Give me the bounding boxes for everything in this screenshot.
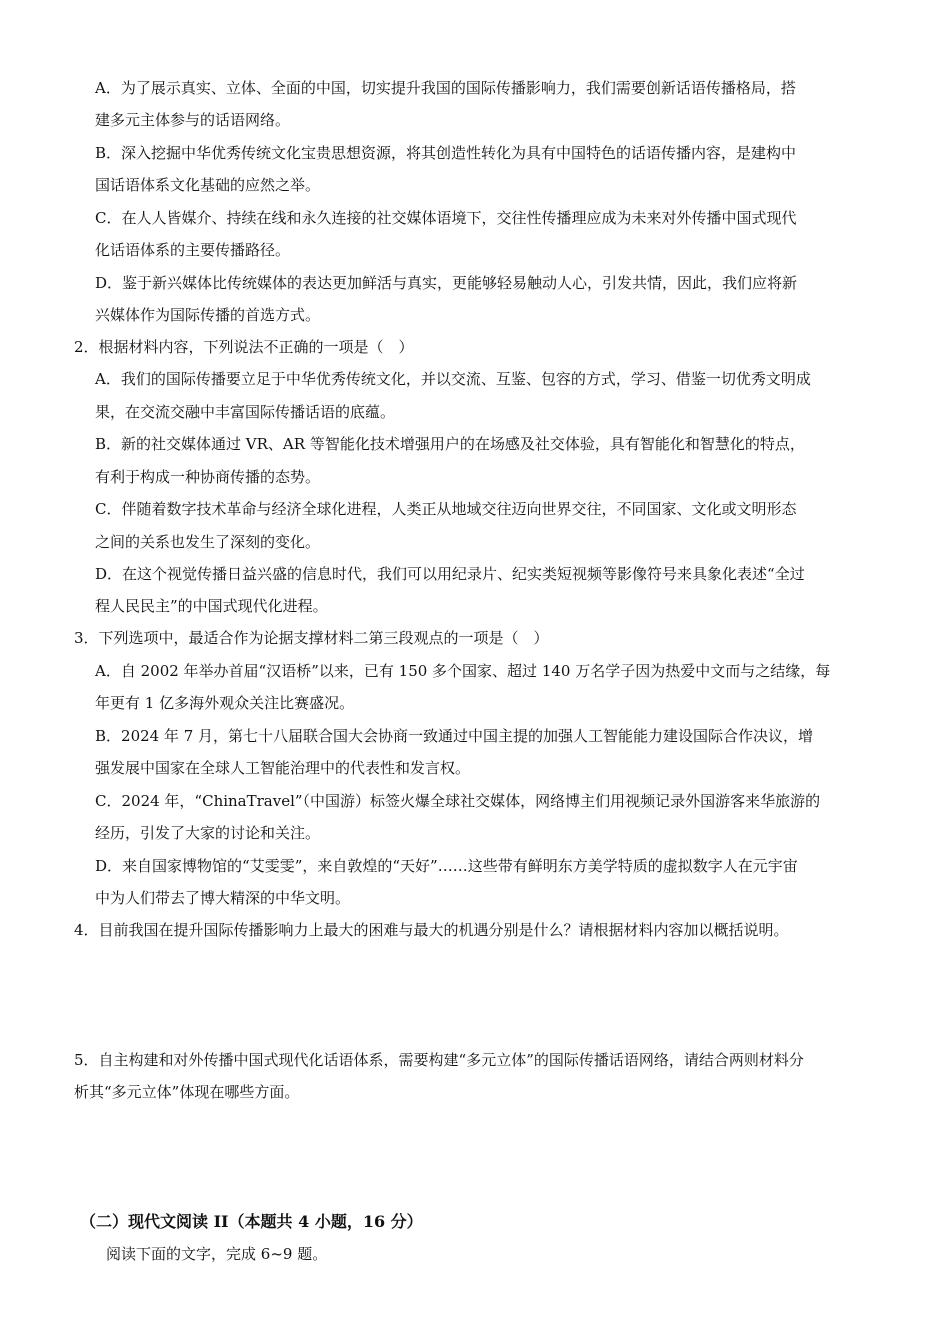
q2-option-b-line1: B．新的社交媒体通过 VR、AR 等智能化技术增强用户的在场感及社交体验，具有智能化和智慧化的特点， [95, 435, 805, 453]
q3-option-a-line2: 年更有 1 亿多海外观众关注比赛盛况。 [95, 694, 355, 712]
q3-option-d-line2: 中为人们带去了博大精深的中华文明。 [95, 889, 351, 907]
q1-option-b-line2: 国话语体系文化基础的应然之举。 [95, 176, 321, 194]
q3-option-b-line2: 强发展中国家在全球人工智能治理中的代表性和发言权。 [95, 759, 471, 777]
q3-option-a-line1: A．自 2002 年举办首届“汉语桥”以来，已有 150 多个国家、超过 140 万名学子因为热爱中文而与之结缘，每 [95, 662, 831, 680]
q1-option-d-line1: D．鉴于新兴媒体比传统媒体的表达更加鲜活与真实，更能够轻易触动人心，引发共情，因此，我们应将新 [95, 274, 798, 292]
q2-option-a-line1: A．我们的国际传播要立足于中华优秀传统文化，并以交流、互鉴、包容的方式，学习、借鉴一切优秀文明成 [95, 370, 811, 388]
q1-option-b-line1: B．深入挖掘中华优秀传统文化宝贵思想资源，将其创造性转化为具有中国特色的话语传播内容，是建构中 [95, 144, 797, 162]
q2-option-b-line2: 有利于构成一种协商传播的态势。 [95, 468, 321, 486]
q2-option-c-line1: C．伴随着数字技术革命与经济全球化进程，人类正从地域交往迈向世界交往，不同国家、文化或文明形态 [95, 500, 797, 518]
q2-option-d-line2: 程人民民主”的中国式现代化进程。 [95, 597, 328, 615]
q2-option-a-line2: 果，在交流交融中丰富国际传播话语的底蕴。 [95, 403, 396, 421]
q1-option-d-line2: 兴媒体作为国际传播的首选方式。 [95, 306, 321, 324]
section-intro: 阅读下面的文字，完成 6~9 题。 [106, 1245, 328, 1263]
section-heading: （二）现代文阅读 II（本题共 4 小题，16 分） [80, 1212, 423, 1231]
q1-option-a-line2: 建多元主体参与的话语网络。 [95, 111, 291, 129]
q5-stem-line2: 析其“多元立体”体现在哪些方面。 [74, 1083, 300, 1101]
q4-stem: 4．目前我国在提升国际传播影响力上最大的困难与最大的机遇分别是什么？请根据材料内容加以概括说明。 [74, 921, 789, 939]
q3-option-c-line2: 经历，引发了大家的讨论和关注。 [95, 824, 321, 842]
q3-option-c-line1: C．2024 年，“ChinaTravel”（中国游）标签火爆全球社交媒体，网络博主们用视频记录外国游客来华旅游的 [95, 792, 821, 810]
q3-stem: 3．下列选项中，最适合作为论据支撑材料二第三段观点的一项是（ ） [74, 629, 549, 647]
q3-option-d-line1: D．来自国家博物馆的“艾雯雯”，来自敦煌的“天好”……这些带有鲜明东方美学特质的虚拟数字人在元宇宙 [95, 857, 798, 875]
q2-option-d-line1: D．在这个视觉传播日益兴盛的信息时代，我们可以用纪录片、纪实类短视频等影像符号来具象化表述“全过 [95, 565, 805, 583]
q1-option-c-line2: 化话语体系的主要传播路径。 [95, 241, 291, 259]
q1-option-c-line1: C．在人人皆媒介、持续在线和永久连接的社交媒体语境下，交往性传播理应成为未来对外传播中国式现代 [95, 209, 797, 227]
q1-option-a-line1: A．为了展示真实、立体、全面的中国，切实提升我国的国际传播影响力，我们需要创新话语传播格局，搭 [95, 79, 796, 97]
q2-stem: 2．根据材料内容，下列说法不正确的一项是（ ） [74, 338, 414, 356]
q5-stem-line1: 5．自主构建和对外传播中国式现代化话语体系，需要构建“多元立体”的国际传播话语网络，请结合两则材料分 [74, 1051, 804, 1069]
q2-option-c-line2: 之间的关系也发生了深刻的变化。 [95, 533, 321, 551]
q3-option-b-line1: B．2024 年 7 月，第七十八届联合国大会协商一致通过中国主提的加强人工智能能力建设国际合作决议，增 [95, 727, 814, 745]
